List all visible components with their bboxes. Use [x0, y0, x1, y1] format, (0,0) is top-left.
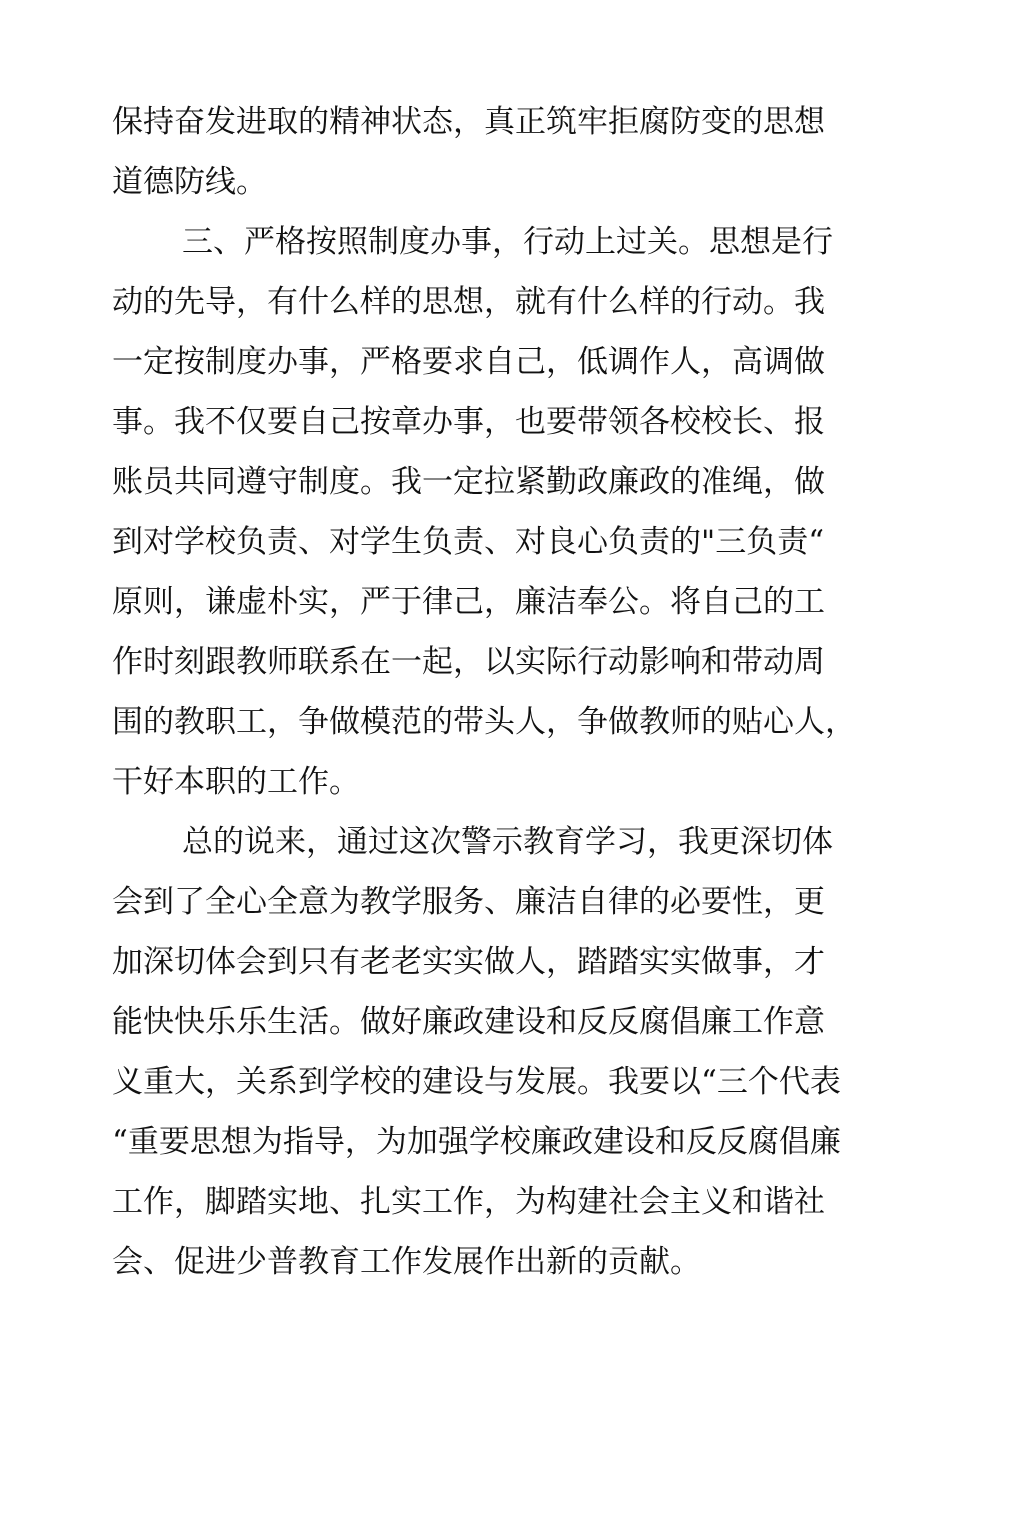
text-line: 干好本职的工作。 [112, 764, 360, 800]
text-line: 总的说来，通过这次警示教育学习，我更深切体 [182, 824, 833, 860]
text-line: 到对学校负责、对学生负责、对良心负责的"三负责“ [112, 524, 825, 560]
text-line: 作时刻跟教师联系在一起，以实际行动影响和带动周 [112, 644, 825, 680]
text-line: “重要思想为指导，为加强学校廉政建设和反反腐倡廉 [112, 1124, 841, 1160]
paragraph-continuation [112, 92, 882, 212]
text-line: 保持奋发进取的精神状态，真正筑牢拒腐防变的思想 [112, 104, 825, 140]
text-line: 围的教职工，争做模范的带头人，争做教师的贴心人， [112, 704, 856, 740]
text-line: 账员共同遵守制度。我一定拉紧勤政廉政的准绳，做 [112, 464, 825, 500]
text-line: 一定按制度办事，严格要求自己，低调作人，高调做 [112, 344, 825, 380]
document-page [112, 92, 882, 1292]
text-line: 原则，谦虚朴实，严于律己，廉洁奉公。将自己的工 [112, 584, 825, 620]
text-line: 加深切体会到只有老老实实做人，踏踏实实做事，才 [112, 944, 825, 980]
text-line: 能快快乐乐生活。做好廉政建设和反反腐倡廉工作意 [112, 1004, 825, 1040]
text-line: 三、严格按照制度办事，行动上过关。思想是行 [182, 224, 833, 260]
paragraph-summary [112, 812, 882, 1292]
text-line: 会到了全心全意为教学服务、廉洁自律的必要性，更 [112, 884, 825, 920]
text-line: 工作，脚踏实地、扎实工作，为构建社会主义和谐社 [112, 1184, 825, 1220]
text-line: 事。我不仅要自己按章办事，也要带领各校校长、报 [112, 404, 825, 440]
text-line: 会、促进少普教育工作发展作出新的贡献。 [112, 1244, 701, 1280]
text-line: 动的先导，有什么样的思想，就有什么样的行动。我 [112, 284, 825, 320]
text-line: 道德防线。 [112, 164, 267, 200]
paragraph-section-three [112, 212, 882, 812]
text-line: 义重大，关系到学校的建设与发展。我要以“三个代表 [112, 1064, 841, 1100]
